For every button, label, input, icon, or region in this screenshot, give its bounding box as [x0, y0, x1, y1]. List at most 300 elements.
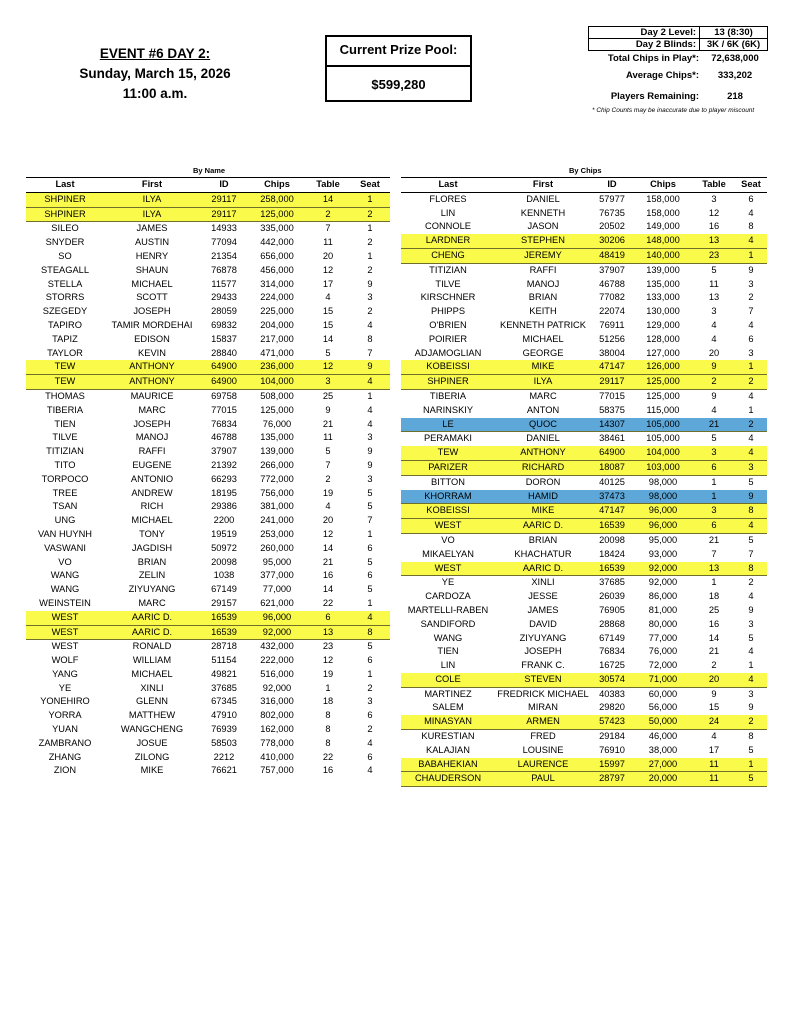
player-id-cell: 37907 [211, 446, 237, 457]
col-table: Table [306, 178, 350, 193]
table-cell: 7 [711, 548, 717, 559]
table-row [401, 772, 767, 787]
table-row [401, 730, 767, 744]
last-name-cell: LIN [440, 660, 456, 671]
table-row [26, 192, 390, 207]
first-name-cell: RONALD [132, 641, 172, 652]
seat-cell: 7 [748, 306, 754, 317]
chips-cell: 224,000 [260, 292, 294, 303]
seat-cell: 4 [735, 673, 767, 687]
chips-cell: 72,000 [648, 660, 678, 671]
last-name-cell: WANG [50, 584, 80, 595]
last-name-cell: UNG [54, 515, 76, 526]
table-cell: 13 [693, 234, 735, 248]
seat-cell: 7 [367, 347, 373, 358]
table-row [26, 500, 390, 514]
table-row [26, 389, 390, 403]
first-name-cell: ZILONG [134, 751, 170, 762]
col-id: ID [200, 178, 248, 193]
last-name-cell: TAYLOR [47, 347, 83, 358]
first-name-cell: AARIC D. [495, 562, 591, 576]
table-row [401, 375, 767, 390]
table-cell: 12 [322, 655, 334, 666]
table-cell: 3 [306, 375, 350, 390]
table-row [401, 389, 767, 403]
table-row [26, 709, 390, 723]
event-header [40, 44, 270, 104]
chips-cell: 516,000 [260, 668, 294, 679]
last-name-cell: TEW [26, 360, 104, 374]
col-first: First [495, 178, 591, 193]
table-row [26, 305, 390, 319]
chips-cell: 125,000 [633, 375, 693, 390]
col-first: First [104, 178, 200, 193]
table-row [26, 333, 390, 347]
last-name-cell: WEST [26, 625, 104, 640]
player-id-cell: 28840 [211, 347, 237, 358]
first-name-cell: AARIC D. [495, 519, 591, 534]
chips-cell: 20,000 [633, 772, 693, 787]
last-name-cell: WEST [401, 562, 495, 576]
last-name-cell: KALAJIAN [426, 744, 470, 755]
chips-cell: 456,000 [260, 264, 294, 275]
first-name-cell: QUOC [495, 418, 591, 432]
player-id-cell: 76905 [599, 604, 625, 615]
table-cell: 21 [708, 534, 720, 545]
by-name-table [26, 177, 390, 778]
player-id-cell: 29386 [211, 501, 237, 512]
seat-cell: 3 [748, 278, 754, 289]
chips-cell: 103,000 [633, 460, 693, 475]
table-cell: 21 [322, 418, 334, 429]
average-chips-value: 333,202 [717, 70, 753, 81]
chips-cell: 27,000 [633, 758, 693, 772]
player-id-cell: 76878 [211, 264, 237, 275]
player-id-cell: 76910 [599, 744, 625, 755]
table-cell: 9 [325, 404, 331, 415]
player-id-cell: 1038 [213, 570, 235, 581]
player-id-cell: 47147 [591, 504, 633, 519]
player-id-cell: 18087 [591, 460, 633, 475]
table-cell: 14 [708, 632, 720, 643]
table-row [401, 533, 767, 547]
day2-level-value: 13 (8:30) [714, 27, 753, 38]
first-name-cell: BRIAN [528, 534, 558, 545]
table-row [401, 192, 767, 206]
last-name-cell: TSAN [52, 501, 78, 512]
table-cell: 6 [306, 611, 350, 625]
table-cell: 16 [322, 570, 334, 581]
first-name-cell: ZIYUYANG [128, 584, 176, 595]
table-cell: 1 [711, 577, 717, 588]
table-row [26, 625, 390, 640]
table-row [26, 404, 390, 418]
player-id-cell: 30206 [591, 234, 633, 248]
last-name-cell: TREE [52, 487, 78, 498]
player-id-cell: 18424 [599, 548, 625, 559]
first-name-cell: ILYA [104, 207, 200, 222]
last-name-cell: SALEM [432, 702, 464, 713]
seat-cell: 8 [748, 731, 754, 742]
table-row [401, 490, 767, 504]
first-name-cell: MIKE [495, 504, 591, 519]
seat-cell: 5 [367, 584, 373, 595]
player-id-cell: 16725 [599, 660, 625, 671]
seat-cell: 1 [367, 223, 373, 234]
table-cell: 8 [325, 737, 331, 748]
first-name-cell: JOSEPH [133, 306, 171, 317]
player-id-cell: 40125 [599, 476, 625, 487]
table-row [26, 278, 390, 292]
prize-pool-box [325, 35, 472, 102]
first-name-cell: PAUL [495, 772, 591, 787]
last-name-cell: WOLF [51, 655, 79, 666]
table-row [26, 764, 390, 778]
first-name-cell: SCOTT [136, 292, 168, 303]
table-row [401, 519, 767, 534]
table-row [26, 668, 390, 682]
table-cell: 8 [325, 710, 331, 721]
seat-cell: 6 [367, 751, 373, 762]
seat-cell: 1 [735, 360, 767, 374]
last-name-cell: TAPIRO [48, 319, 82, 330]
chips-cell: 77,000 [648, 632, 678, 643]
first-name-cell: ZELIN [138, 570, 166, 581]
by-chips-title: By Chips [569, 166, 602, 175]
table-cell: 20 [693, 673, 735, 687]
table-cell: 25 [708, 604, 720, 615]
table-cell: 3 [711, 306, 717, 317]
table-row [401, 234, 767, 248]
seat-cell: 2 [748, 577, 754, 588]
seat-cell: 2 [367, 237, 373, 248]
last-name-cell: MINASYAN [401, 715, 495, 729]
table-cell: 12 [322, 264, 334, 275]
seat-cell: 5 [748, 476, 754, 487]
player-id-cell: 15837 [211, 333, 237, 344]
last-name-cell: FLORES [429, 193, 467, 204]
first-name-cell: FRANK C. [521, 660, 565, 671]
last-name-cell: PERAMAKI [423, 433, 473, 444]
table-cell: 17 [322, 278, 334, 289]
last-name-cell: SZEGEDY [42, 306, 88, 317]
seat-cell: 2 [367, 264, 373, 275]
table-row [26, 264, 390, 278]
first-name-cell: ILYA [104, 192, 200, 207]
first-name-cell: XINLI [140, 682, 164, 693]
last-name-cell: YUAN [52, 724, 78, 735]
player-id-cell: 38004 [599, 347, 625, 358]
total-chips-value: 72,638,000 [711, 53, 759, 64]
seat-cell: 6 [367, 570, 373, 581]
first-name-cell: KEVIN [138, 347, 166, 358]
chips-cell: 757,000 [260, 765, 294, 776]
first-name-cell: MIKE [495, 360, 591, 374]
table-cell: 5 [325, 446, 331, 457]
player-id-cell: 46788 [211, 432, 237, 443]
table-row [26, 418, 390, 432]
table-row [401, 744, 767, 758]
table-cell: 4 [711, 333, 717, 344]
table-cell: 21 [322, 556, 334, 567]
chips-cell: 253,000 [260, 528, 294, 539]
table-cell: 21 [693, 418, 735, 432]
first-name-cell: RICH [140, 501, 164, 512]
seat-cell: 2 [735, 715, 767, 729]
table-cell: 19 [322, 487, 334, 498]
table-row [401, 333, 767, 347]
table-cell: 18 [708, 591, 720, 602]
player-id-cell: 77094 [211, 237, 237, 248]
table-cell: 3 [711, 193, 717, 204]
chips-cell: 471,000 [260, 347, 294, 358]
first-name-cell: MIRAN [528, 702, 558, 713]
table-cell: 11 [709, 278, 719, 289]
table-row [401, 645, 767, 659]
table-cell: 11 [693, 758, 735, 772]
first-name-cell: ANTHONY [104, 360, 200, 374]
seat-cell: 4 [748, 591, 754, 602]
last-name-cell: ADJAMOGLIAN [414, 347, 482, 358]
player-id-cell: 29117 [200, 207, 248, 222]
seat-cell: 1 [367, 668, 373, 679]
last-name-cell: VO [441, 534, 455, 545]
player-id-cell: 21354 [211, 250, 237, 261]
seat-cell: 4 [735, 234, 767, 248]
seat-cell: 3 [367, 473, 373, 484]
first-name-cell: JOSEPH [133, 418, 171, 429]
player-id-cell: 2212 [213, 751, 235, 762]
chips-cell: 71,000 [633, 673, 693, 687]
last-name-cell: YONEHIRO [40, 696, 90, 707]
first-name-cell: MARC [138, 597, 166, 608]
table-row [26, 737, 390, 751]
seat-cell: 4 [748, 433, 754, 444]
player-id-cell: 28868 [599, 618, 625, 629]
table-row [401, 604, 767, 618]
average-chips-label: Average Chips*: [625, 70, 699, 81]
first-name-cell: FREDRICK MICHAEL [497, 688, 589, 699]
seat-cell: 3 [735, 460, 767, 475]
player-id-cell: 48419 [591, 248, 633, 263]
first-name-cell: WANGCHENG [120, 724, 184, 735]
table-cell: 12 [322, 528, 334, 539]
table-row [26, 207, 390, 222]
player-id-cell: 16539 [200, 611, 248, 625]
last-name-cell: TIBERIA [46, 404, 84, 415]
first-name-cell: MANOJ [526, 278, 560, 289]
player-id-cell: 77015 [599, 390, 625, 401]
last-name-cell: PHIPPS [430, 306, 466, 317]
table-cell: 9 [711, 390, 717, 401]
seat-cell: 5 [367, 501, 373, 512]
seat-cell: 4 [367, 737, 373, 748]
player-id-cell: 29433 [211, 292, 237, 303]
col-table: Table [693, 178, 735, 193]
last-name-cell: CARDOZA [425, 591, 471, 602]
last-name-cell: KIRSCHNER [420, 292, 476, 303]
table-cell: 4 [325, 292, 331, 303]
first-name-cell: JEREMY [495, 248, 591, 263]
last-name-cell: SANDIFORD [420, 618, 476, 629]
player-id-cell: 67149 [211, 584, 237, 595]
table-row [401, 504, 767, 519]
seat-cell: 1 [748, 660, 754, 671]
table-row [26, 723, 390, 737]
chips-cell: 772,000 [260, 473, 294, 484]
player-id-cell: 49821 [211, 668, 237, 679]
last-name-cell: YE [58, 682, 72, 693]
table-cell: 2 [306, 207, 350, 222]
table-cell: 14 [322, 333, 334, 344]
seat-cell: 4 [748, 646, 754, 657]
chips-cell: 148,000 [633, 234, 693, 248]
chips-cell: 46,000 [648, 731, 678, 742]
col-chips: Chips [248, 178, 306, 193]
seat-cell: 5 [367, 487, 373, 498]
chips-cell: 95,000 [648, 534, 678, 545]
table-cell: 1 [325, 682, 331, 693]
player-id-cell: 66293 [211, 473, 237, 484]
first-name-cell: EDISON [134, 333, 170, 344]
chips-cell: 96,000 [248, 611, 306, 625]
player-id-cell: 18195 [211, 487, 237, 498]
chips-cell: 442,000 [260, 237, 294, 248]
table-row [26, 695, 390, 709]
first-name-cell: MICHAEL [131, 515, 173, 526]
table-row [26, 236, 390, 250]
chips-cell: 621,000 [260, 597, 294, 608]
table-row [26, 597, 390, 611]
seat-cell: 4 [367, 418, 373, 429]
table-row [26, 459, 390, 473]
seat-cell: 8 [367, 333, 373, 344]
chips-cell: 139,000 [646, 264, 680, 275]
seat-cell: 4 [735, 446, 767, 460]
chips-cell: 96,000 [633, 504, 693, 519]
first-name-cell: DORON [525, 476, 561, 487]
chips-cell: 50,000 [633, 715, 693, 729]
table-row [26, 611, 390, 625]
table-cell: 2 [693, 375, 735, 390]
seat-cell: 6 [367, 710, 373, 721]
table-cell: 15 [708, 702, 720, 713]
chips-cell: 92,000 [633, 562, 693, 576]
table-cell: 11 [323, 237, 333, 248]
player-id-cell: 76834 [599, 646, 625, 657]
table-row [401, 562, 767, 576]
table-row [401, 291, 767, 305]
seat-cell: 8 [748, 221, 754, 232]
last-name-cell: YE [441, 577, 455, 588]
first-name-cell: STEVEN [495, 673, 591, 687]
first-name-cell: JOSUE [136, 737, 168, 748]
table-cell: 21 [708, 646, 720, 657]
last-name-cell: BABAHEKIAN [401, 758, 495, 772]
table-row [401, 404, 767, 418]
last-name-cell: WANG [433, 632, 463, 643]
last-name-cell: SHPINER [26, 207, 104, 222]
last-name-cell: VASWANI [44, 542, 86, 553]
first-name-cell: MANOJ [135, 432, 169, 443]
seat-cell: 6 [748, 193, 754, 204]
chips-cell: 56,000 [648, 702, 678, 713]
table-cell: 20 [708, 347, 720, 358]
chips-cell: 105,000 [633, 418, 693, 432]
table-row [401, 305, 767, 319]
chips-cell: 381,000 [260, 501, 294, 512]
player-id-cell: 37685 [599, 577, 625, 588]
player-id-cell: 76834 [211, 418, 237, 429]
player-id-cell: 67345 [211, 696, 237, 707]
chips-cell: 92,000 [262, 682, 292, 693]
player-id-cell: 50972 [211, 542, 237, 553]
seat-cell: 4 [350, 375, 390, 390]
table-row [401, 659, 767, 673]
player-id-cell: 16539 [591, 519, 633, 534]
seat-cell: 6 [748, 333, 754, 344]
chips-cell: 432,000 [260, 641, 294, 652]
table-cell: 4 [325, 501, 331, 512]
last-name-cell: ZHANG [48, 751, 82, 762]
player-id-cell: 37685 [211, 682, 237, 693]
seat-cell: 8 [735, 504, 767, 519]
chips-cell: 217,000 [260, 333, 294, 344]
player-id-cell: 20502 [599, 221, 625, 232]
seat-cell: 1 [367, 597, 373, 608]
seat-cell: 3 [748, 688, 754, 699]
last-name-cell: WEINSTEIN [39, 597, 91, 608]
chips-cell: 135,000 [646, 278, 680, 289]
table-cell: 14 [322, 542, 334, 553]
first-name-cell: WILLIAM [132, 655, 172, 666]
table-row [26, 347, 390, 361]
seat-cell: 9 [748, 264, 754, 275]
player-id-cell: 21392 [211, 459, 237, 470]
table-cell: 13 [693, 562, 735, 576]
seat-cell: 9 [367, 446, 373, 457]
table-row [401, 548, 767, 562]
last-name-cell: COLE [401, 673, 495, 687]
player-id-cell: 64900 [200, 360, 248, 374]
seat-cell: 9 [748, 702, 754, 713]
seat-cell: 3 [367, 292, 373, 303]
first-name-cell: JASON [527, 221, 559, 232]
player-id-cell: 20098 [599, 534, 625, 545]
players-remaining-value: 218 [727, 91, 743, 102]
table-row [401, 475, 767, 489]
last-name-cell: POIRIER [428, 333, 468, 344]
chips-cell: 139,000 [260, 446, 294, 457]
table-row [401, 248, 767, 263]
col-id: ID [591, 178, 633, 193]
seat-cell: 8 [350, 625, 390, 640]
seat-cell: 2 [367, 682, 373, 693]
chips-cell: 115,000 [646, 404, 680, 415]
first-name-cell: ANTHONY [104, 375, 200, 390]
seat-cell: 7 [367, 515, 373, 526]
table-cell: 9 [711, 688, 717, 699]
last-name-cell: TEW [26, 375, 104, 390]
chips-cell: 126,000 [633, 360, 693, 374]
first-name-cell: LOUSINE [522, 744, 564, 755]
seat-cell: 1 [367, 250, 373, 261]
player-id-cell: 37473 [591, 490, 633, 504]
table-row [401, 278, 767, 292]
first-name-cell: MATTHEW [128, 710, 176, 721]
first-name-cell: EUGENE [132, 459, 172, 470]
chips-cell: 241,000 [260, 515, 294, 526]
